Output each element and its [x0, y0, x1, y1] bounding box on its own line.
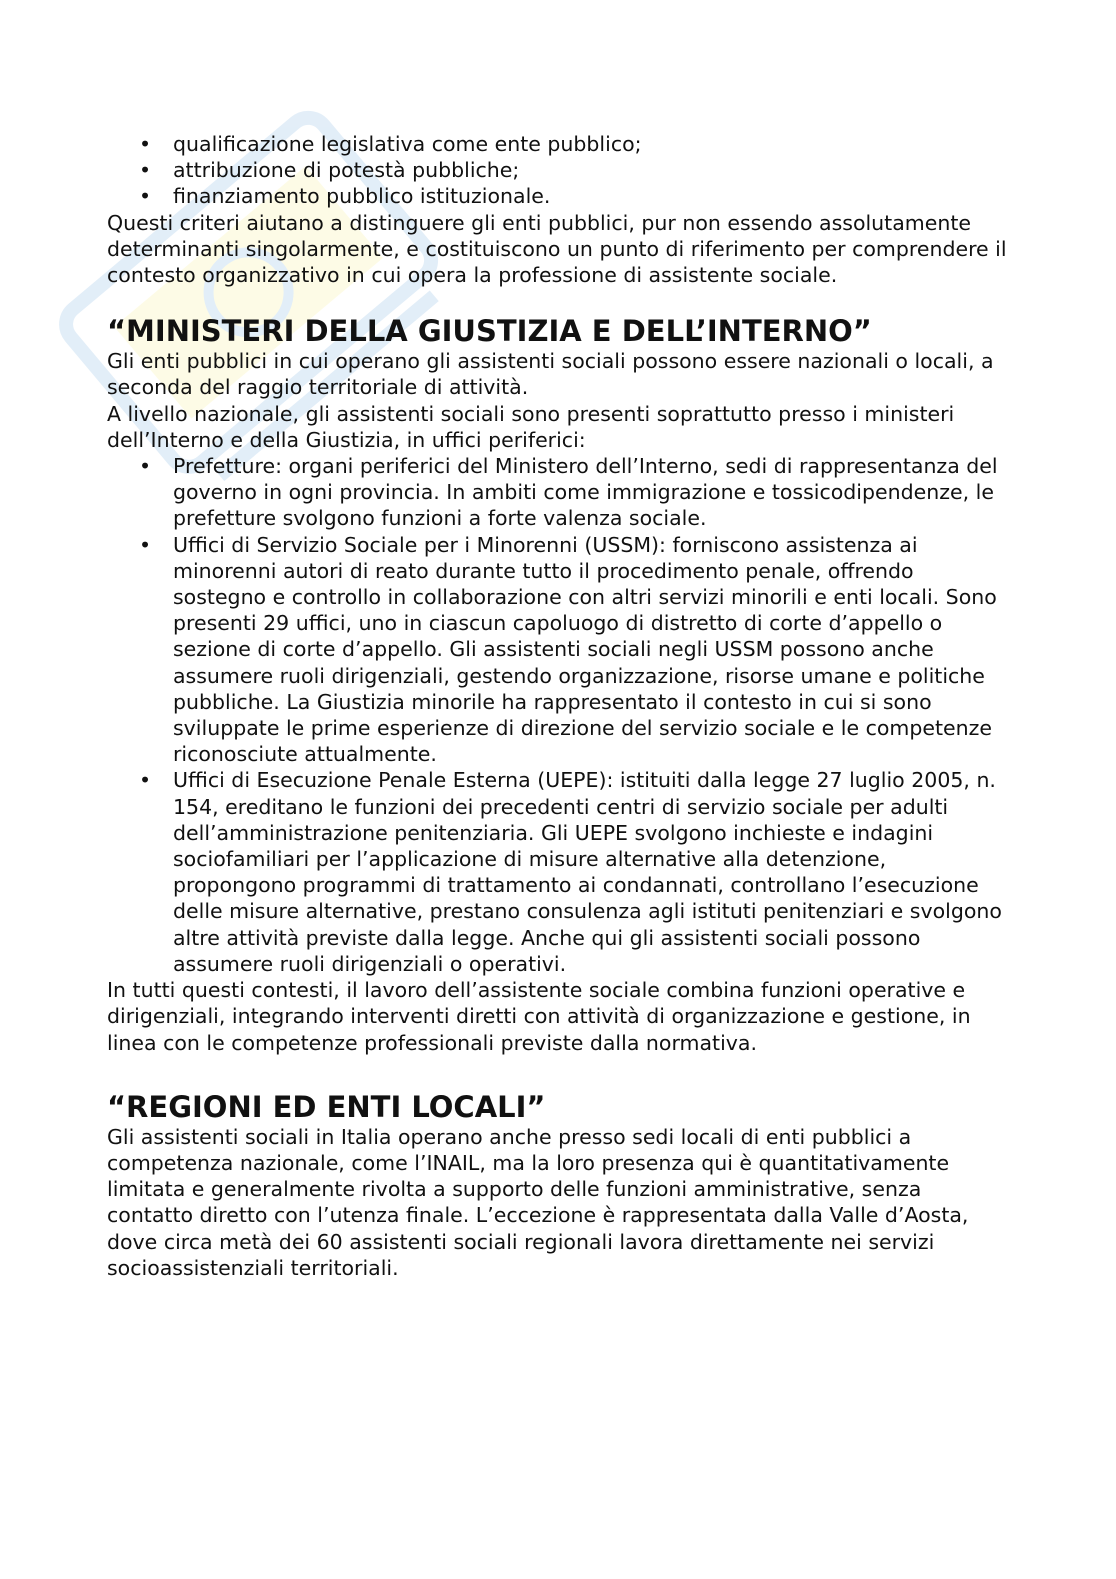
list-item: • finanziamento pubblico istituzionale. [173, 183, 1012, 209]
section-heading-ministeri: “MINISTERI DELLA GIUSTIZIA E DELL’INTERNO” [107, 314, 872, 349]
list-item: • Prefetture: organi periferici del Ministero dell’Interno, sedi di rappresentanza del governo in ogni provincia. In ambiti come immigrazione e tossicodipendenze, le prefetture svolgono funzioni a forte valenza sociale. [173, 453, 1012, 532]
paragraph: A livello nazionale, gli assistenti sociali sono presenti soprattutto presso i ministeri dell’Interno e della Giustizia, in uffici periferici: [107, 401, 955, 452]
paragraph: In tutti questi contesti, il lavoro dell’assistente sociale combina funzioni operative e dirigenziali, integrando interventi diretti con attività di organizzazione e gestione, in linea con le competenze professionali previste dalla normativa. [107, 978, 971, 1055]
intro-paragraph: Questi criteri aiutano a distinguere gli enti pubblici, pur non essendo assolutamente determinanti singolarmente, e costituiscono un punto di riferimento per comprendere il contesto organizzativo in cui opera la professione di assistente sociale. [107, 210, 1007, 288]
list-item: • Uffici di Esecuzione Penale Esterna (UEPE): istituiti dalla legge 27 luglio 2005, n. 154, ereditano le funzioni dei precedenti centri di servizio sociale per adulti dell’amministrazione penitenziaria. Gli UEPE svolgono inchieste e indagini sociofamiliari per l’applicazione di misure alternative alla detenzione, propongono programmi di trattamento ai condannati, controllano l’esecuzione delle misure alternative, prestano consulenza agli istituti penitenziari e svolgono altre attività previste dalla legge. Anche qui gli assistenti sociali possono assumere ruoli dirigenziali o operativi. [173, 767, 1012, 977]
list-item: • attribuzione di potestà pubbliche; [173, 157, 1012, 183]
paragraph: Gli enti pubblici in cui operano gli assistenti sociali possono essere nazionali o locali, a seconda del raggio territoriale di attività. [107, 349, 994, 400]
intro-bullet-list [107, 131, 1012, 210]
ministeri-bullet-list [107, 453, 1012, 977]
list-item: • qualificazione legislativa come ente pubblico; [173, 131, 1012, 157]
list-item: • Uffici di Servizio Sociale per i Minorenni (USSM): forniscono assistenza ai minorenni autori di reato durante tutto il procedimento penale, offrendo sostegno e controllo in collaborazione con altri servizi minorili e enti locali. Sono presenti 29 uffici, uno in ciascun capoluogo di distretto di corte d’appello o sezione di corte d’appello. Gli assistenti sociali negli USSM possono anche assumere ruoli dirigenziali, gestendo organizzazione, risorse umane e politiche pubbliche. La Giustizia minorile ha rappresentato il contesto in cui si sono sviluppate le prime esperienze di direzione del servizio sociale e le competenze riconosciute attualmente. [173, 532, 1012, 768]
paragraph: Gli assistenti sociali in Italia operano anche presso sedi locali di enti pubblici a competenza nazionale, come l’INAIL, ma la loro presenza qui è quantitativamente limitata e generalmente rivolta a supporto delle funzioni amministrative, senza contatto diretto con l’utenza finale. L’eccezione è rappresentata dalla Valle d’Aosta, dove circa metà dei 60 assistenti sociali regionali lavora direttamente nei servizi socioassistenziali territoriali. [107, 1124, 969, 1280]
section-heading-regioni: “REGIONI ED ENTI LOCALI” [107, 1089, 546, 1124]
document-body [107, 131, 1012, 1281]
